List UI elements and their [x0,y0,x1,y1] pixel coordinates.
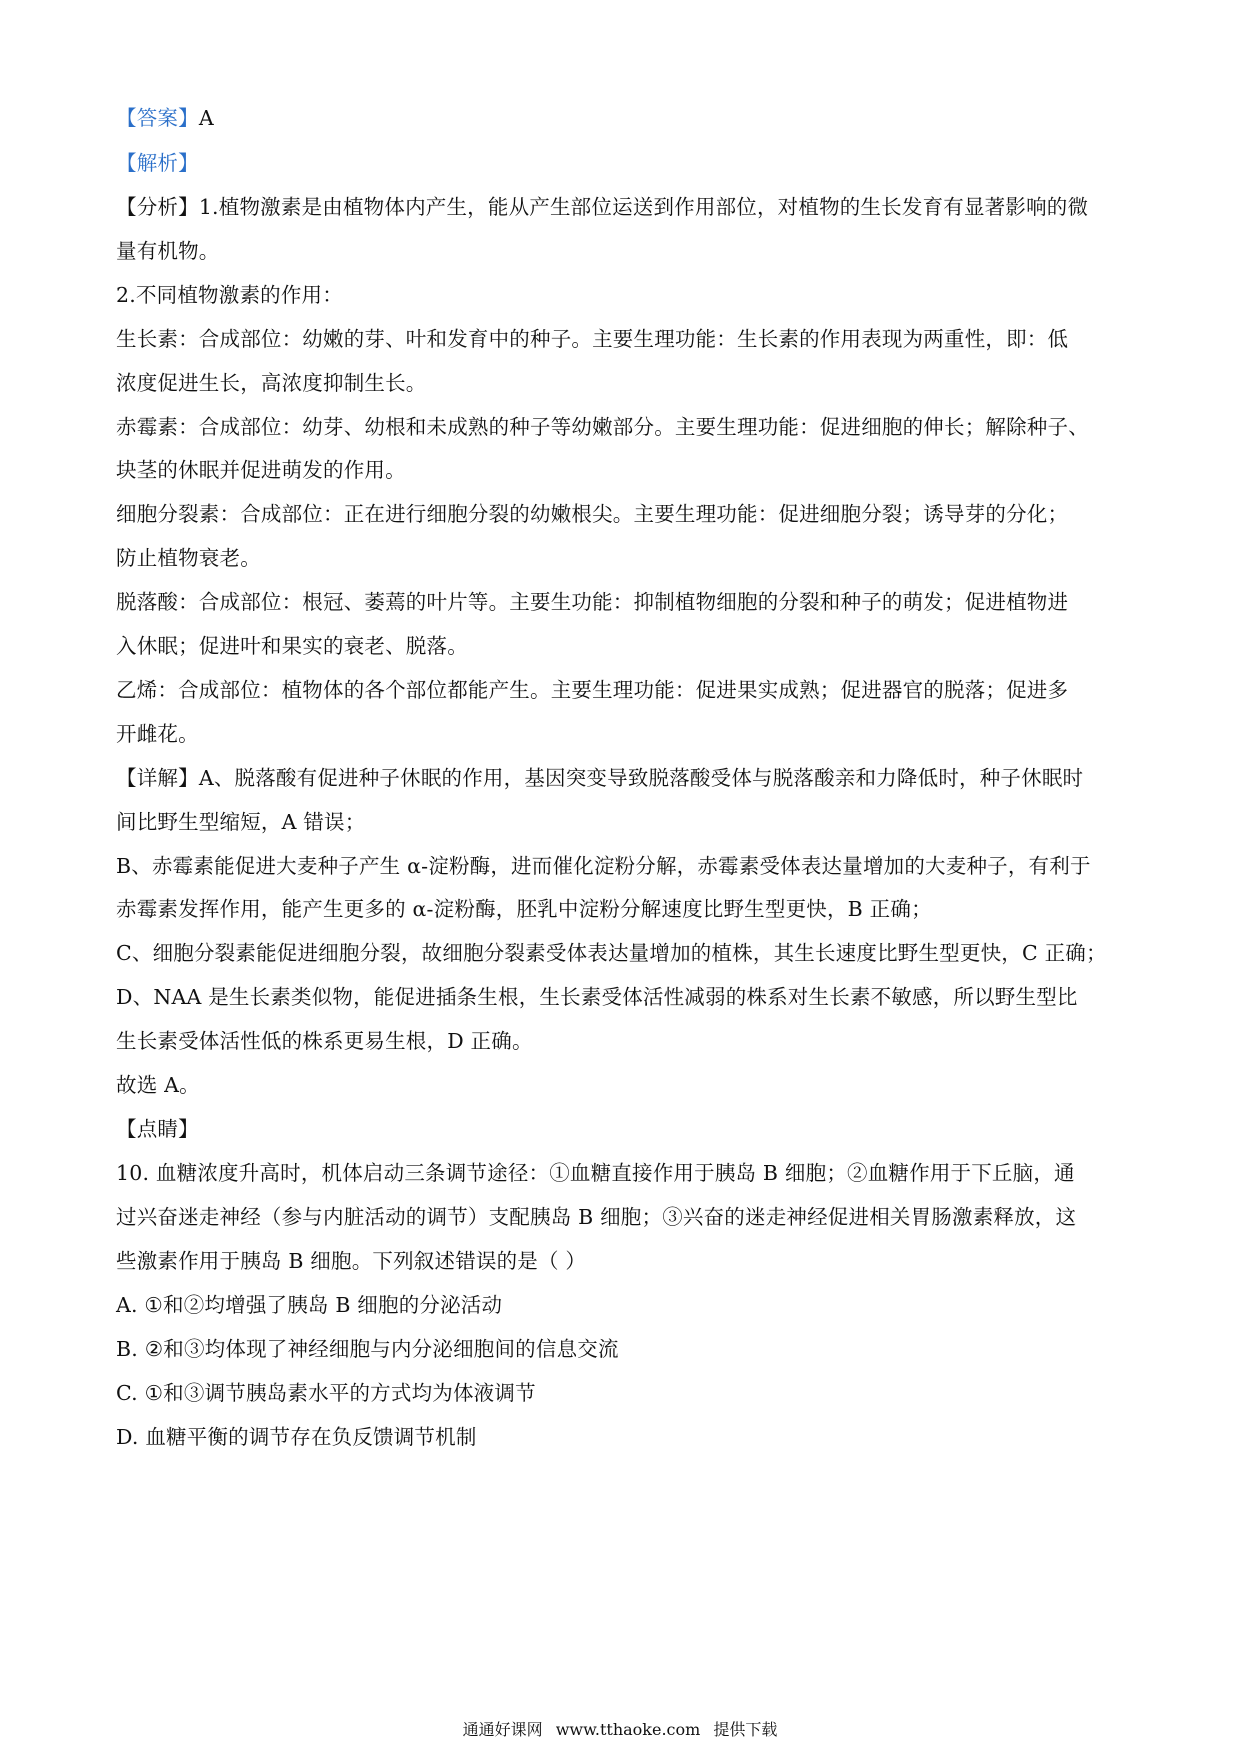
hormone-auxin-line-2: 浓度促进生长，高浓度抑制生长。 [116,371,427,395]
detail-b-line-2: 赤霉素发挥作用，能产生更多的 α-淀粉酶，胚乳中淀粉分解速度比野生型更快，B 正确； [116,897,932,921]
detail-a-line-1 [116,764,1126,792]
detail-conclusion: 故选 A。 [116,1073,200,1097]
hormone-gibberellin-line-2: 块茎的休眠并促进萌发的作用。 [116,458,406,482]
answer-value: A [198,106,214,130]
answer-label: 【答案】 [116,106,199,130]
hormone-ethylene-line-1: 乙烯：合成部位：植物体的各个部位都能产生。主要生理功能：促进果实成熟；促进器官的脱落；促进多 [116,678,1069,702]
question-10-line-3: 些激素作用于胰岛 B 细胞。下列叙述错误的是（ ） [116,1249,587,1273]
footer-site-name: 通通好课网 [462,1720,543,1739]
fenxi-text-1: 1.植物激素是由植物体内产生，能从产生部位运送到作用部位，对植物的生长发育有显著影响的微 [198,195,1089,219]
dianjing-header: 【点睛】 [116,1117,199,1141]
fenxi-line-1 [116,193,1126,221]
question-10-option-a: A. ①和②均增强了胰岛 B 细胞的分泌活动 [116,1293,503,1317]
question-10-line-2: 过兴奋迷走神经（参与内脏活动的调节）支配胰岛 B 细胞；③兴奋的迷走神经促进相关胃肠激素释放，这 [116,1205,1077,1229]
answer-line [116,104,1126,132]
detail-d-line-1: D、NAA 是生长素类似物，能促进插条生根，生长素受体活性减弱的株系对生长素不敏感，所以野生型比 [116,985,1078,1009]
question-10-option-b: B. ②和③均体现了神经细胞与内分泌细胞间的信息交流 [116,1337,619,1361]
detail-c-line-1: C、细胞分裂素能促进细胞分裂，故细胞分裂素受体表达量增加的植株，其生长速度比野生型更快，C 正确； [116,941,1107,965]
hormone-cytokinin-line-2: 防止植物衰老。 [116,546,261,570]
hormone-auxin-line-1: 生长素：合成部位：幼嫩的芽、叶和发育中的种子。主要生理功能：生长素的作用表现为两重性，即：低 [116,327,1069,351]
hormone-ethylene-line-2: 开雌花。 [116,722,199,746]
analysis-header: 【解析】 [116,151,199,175]
footer-url[interactable]: www.tthaoke.com [555,1720,701,1739]
question-10-option-c: C. ①和③调节胰岛素水平的方式均为体液调节 [116,1381,536,1405]
question-10-line-1: 10. 血糖浓度升高时，机体启动三条调节途径：①血糖直接作用于胰岛 B 细胞；②血糖作用于下丘脑，通 [116,1161,1075,1185]
fenxi-line-2: 量有机物。 [116,239,220,263]
hormone-aba-line-2: 入休眠；促进叶和果实的衰老、脱落。 [116,634,468,658]
footer-suffix: 提供下载 [713,1720,778,1739]
detail-b-line-1: B、赤霉素能促进大麦种子产生 α-淀粉酶，进而催化淀粉分解，赤霉素受体表达量增加的大麦种子，有利于 [116,854,1091,878]
detail-a-text-1: A、脱落酸有促进种子休眠的作用，基因突变导致脱落酸受体与脱落酸亲和力降低时，种子休眠时 [198,766,1084,790]
hormone-aba-line-1: 脱落酸：合成部位：根冠、萎蔫的叶片等。主要生功能：抑制植物细胞的分裂和种子的萌发；促进植物进 [116,590,1069,614]
point-2: 2.不同植物激素的作用： [116,283,343,307]
detail-d-line-2: 生长素受体活性低的株系更易生根，D 正确。 [116,1029,533,1053]
hormone-cytokinin-line-1: 细胞分裂素：合成部位：正在进行细胞分裂的幼嫩根尖。主要生理功能：促进细胞分裂；诱导芽的分化； [116,502,1069,526]
hormone-gibberellin-line-1: 赤霉素：合成部位：幼芽、幼根和未成熟的种子等幼嫩部分。主要生理功能：促进细胞的伸长；解除种子、 [116,415,1089,439]
detail-a-line-2: 间比野生型缩短，A 错误； [116,810,366,834]
fenxi-label: 【分析】 [116,195,199,219]
footer [0,1719,1240,1741]
detail-label: 【详解】 [116,766,199,790]
question-10-option-d: D. 血糖平衡的调节存在负反馈调节机制 [116,1425,477,1449]
